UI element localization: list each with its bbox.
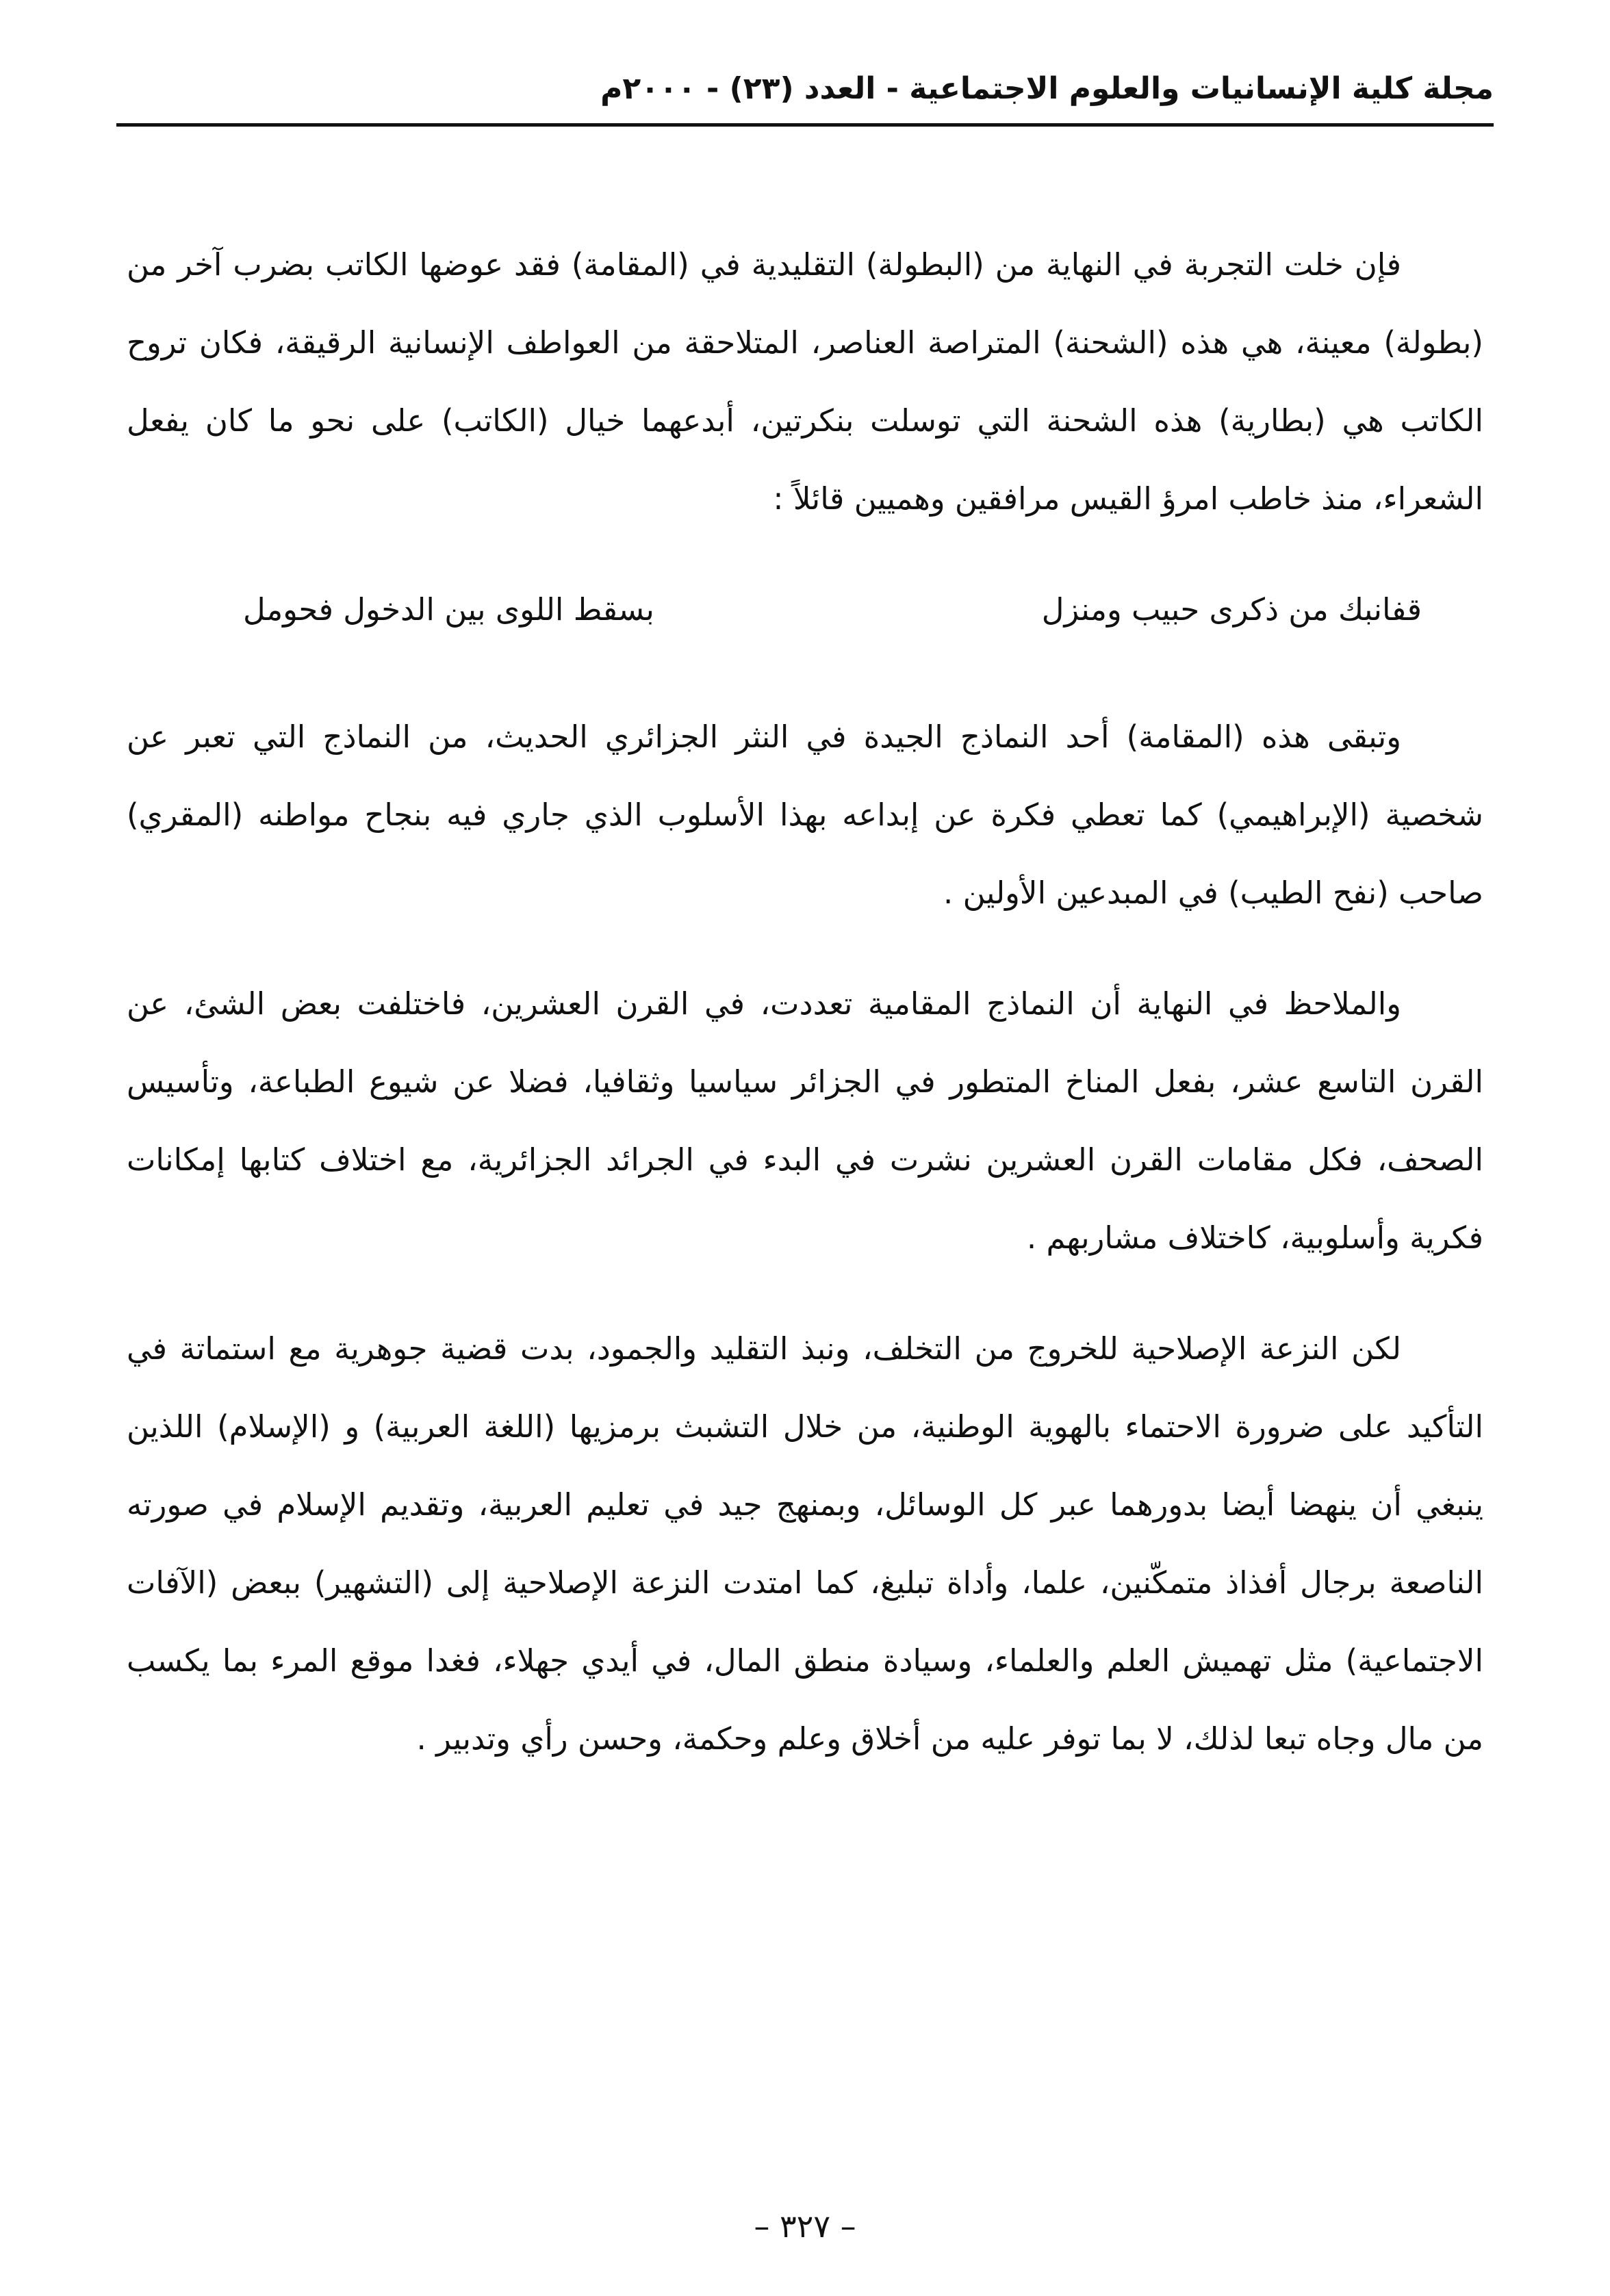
poetry-verse <box>127 571 1483 649</box>
journal-header <box>116 68 1494 127</box>
verse-first-hemistich: قفانبك من ذكرى حبيب ومنزل <box>1041 591 1422 628</box>
paragraph: وتبقى هذه (المقامة) أحد النماذج الجيدة في النثر الجزائري الحديث، من النماذج التي تعبر عن شخصية (الإبراهيمي) كما تعطي فكرة عن إبداعه بهذا الأسلوب الذي جاري فيه بنجاح مواطنه (المقري) صاحب (نفح الطيب) في المبدعين الأولين . <box>127 719 1483 911</box>
paragraph: فإن خلت التجربة في النهاية من (البطولة) التقليدية في (المقامة) فقد عوضها الكاتب بضرب آخر من (بطولة) معينة، هي هذه (الشحنة) المتراصة العناصر، المتلاحقة من العواطف الإنسانية الرقيقة، فكان تروح الكاتب هي (بطارية) هذه الشحنة التي توسلت بنكرتين، أبدعهما خيال (الكاتب) على نحو ما كان يفعل الشعراء، منذ خاطب امرؤ القيس مرافقين وهميين قائلاً : <box>127 246 1483 517</box>
verse-second-hemistich: بسقط اللوى بين الدخول فحومل <box>243 591 654 628</box>
paragraph: والملاحظ في النهاية أن النماذج المقامية تعددت، في القرن العشرين، فاختلفت بعض الشئ، عن القرن التاسع عشر، بفعل المناخ المتطور في الجزائر سياسيا وثقافيا، فضلا عن شيوع الطباعة، وتأسيس الصحف، فكل مقامات القرن العشرين نشرت في البدء في الجرائد الجزائرية، مع اختلاف كتابها إمكانات فكرية وأسلوبية، كاختلاف مشاربهم . <box>127 985 1483 1256</box>
article-body <box>127 226 1483 1811</box>
page-number: – ٣٢٧ – <box>754 2208 856 2245</box>
journal-title: مجلة كلية الإنسانيات والعلوم الاجتماعية - العدد (٢٣) - ٢٠٠٠م <box>600 71 1494 106</box>
paragraph: لكن النزعة الإصلاحية للخروج من التخلف، ونبذ التقليد والجمود، بدت قضية جوهرية مع استماتة في التأكيد على ضرورة الاحتماء بالهوية الوطنية، من خلال التشبث برمزيها (اللغة العربية) و (الإسلام) اللذين ينبغي أن ينهضا أيضا بدورهما عبر كل الوسائل، وبمنهج جيد في تعليم العربية، وتقديم الإسلام في صورته الناصعة برجال أفذاذ متمكّنين، علما، وأداة تبليغ، كما امتدت النزعة الإصلاحية إلى (التشهير) ببعض (الآفات الاجتماعية) مثل تهميش العلم والعلماء، وسيادة منطق المال، في أيدي جهلاء، فغدا موقع المرء بما يكسب من مال وجاه تبعا لذلك، لا بما توفر عليه من أخلاق وعلم وحكمة، وحسن رأي وتدبير . <box>127 1330 1483 1757</box>
